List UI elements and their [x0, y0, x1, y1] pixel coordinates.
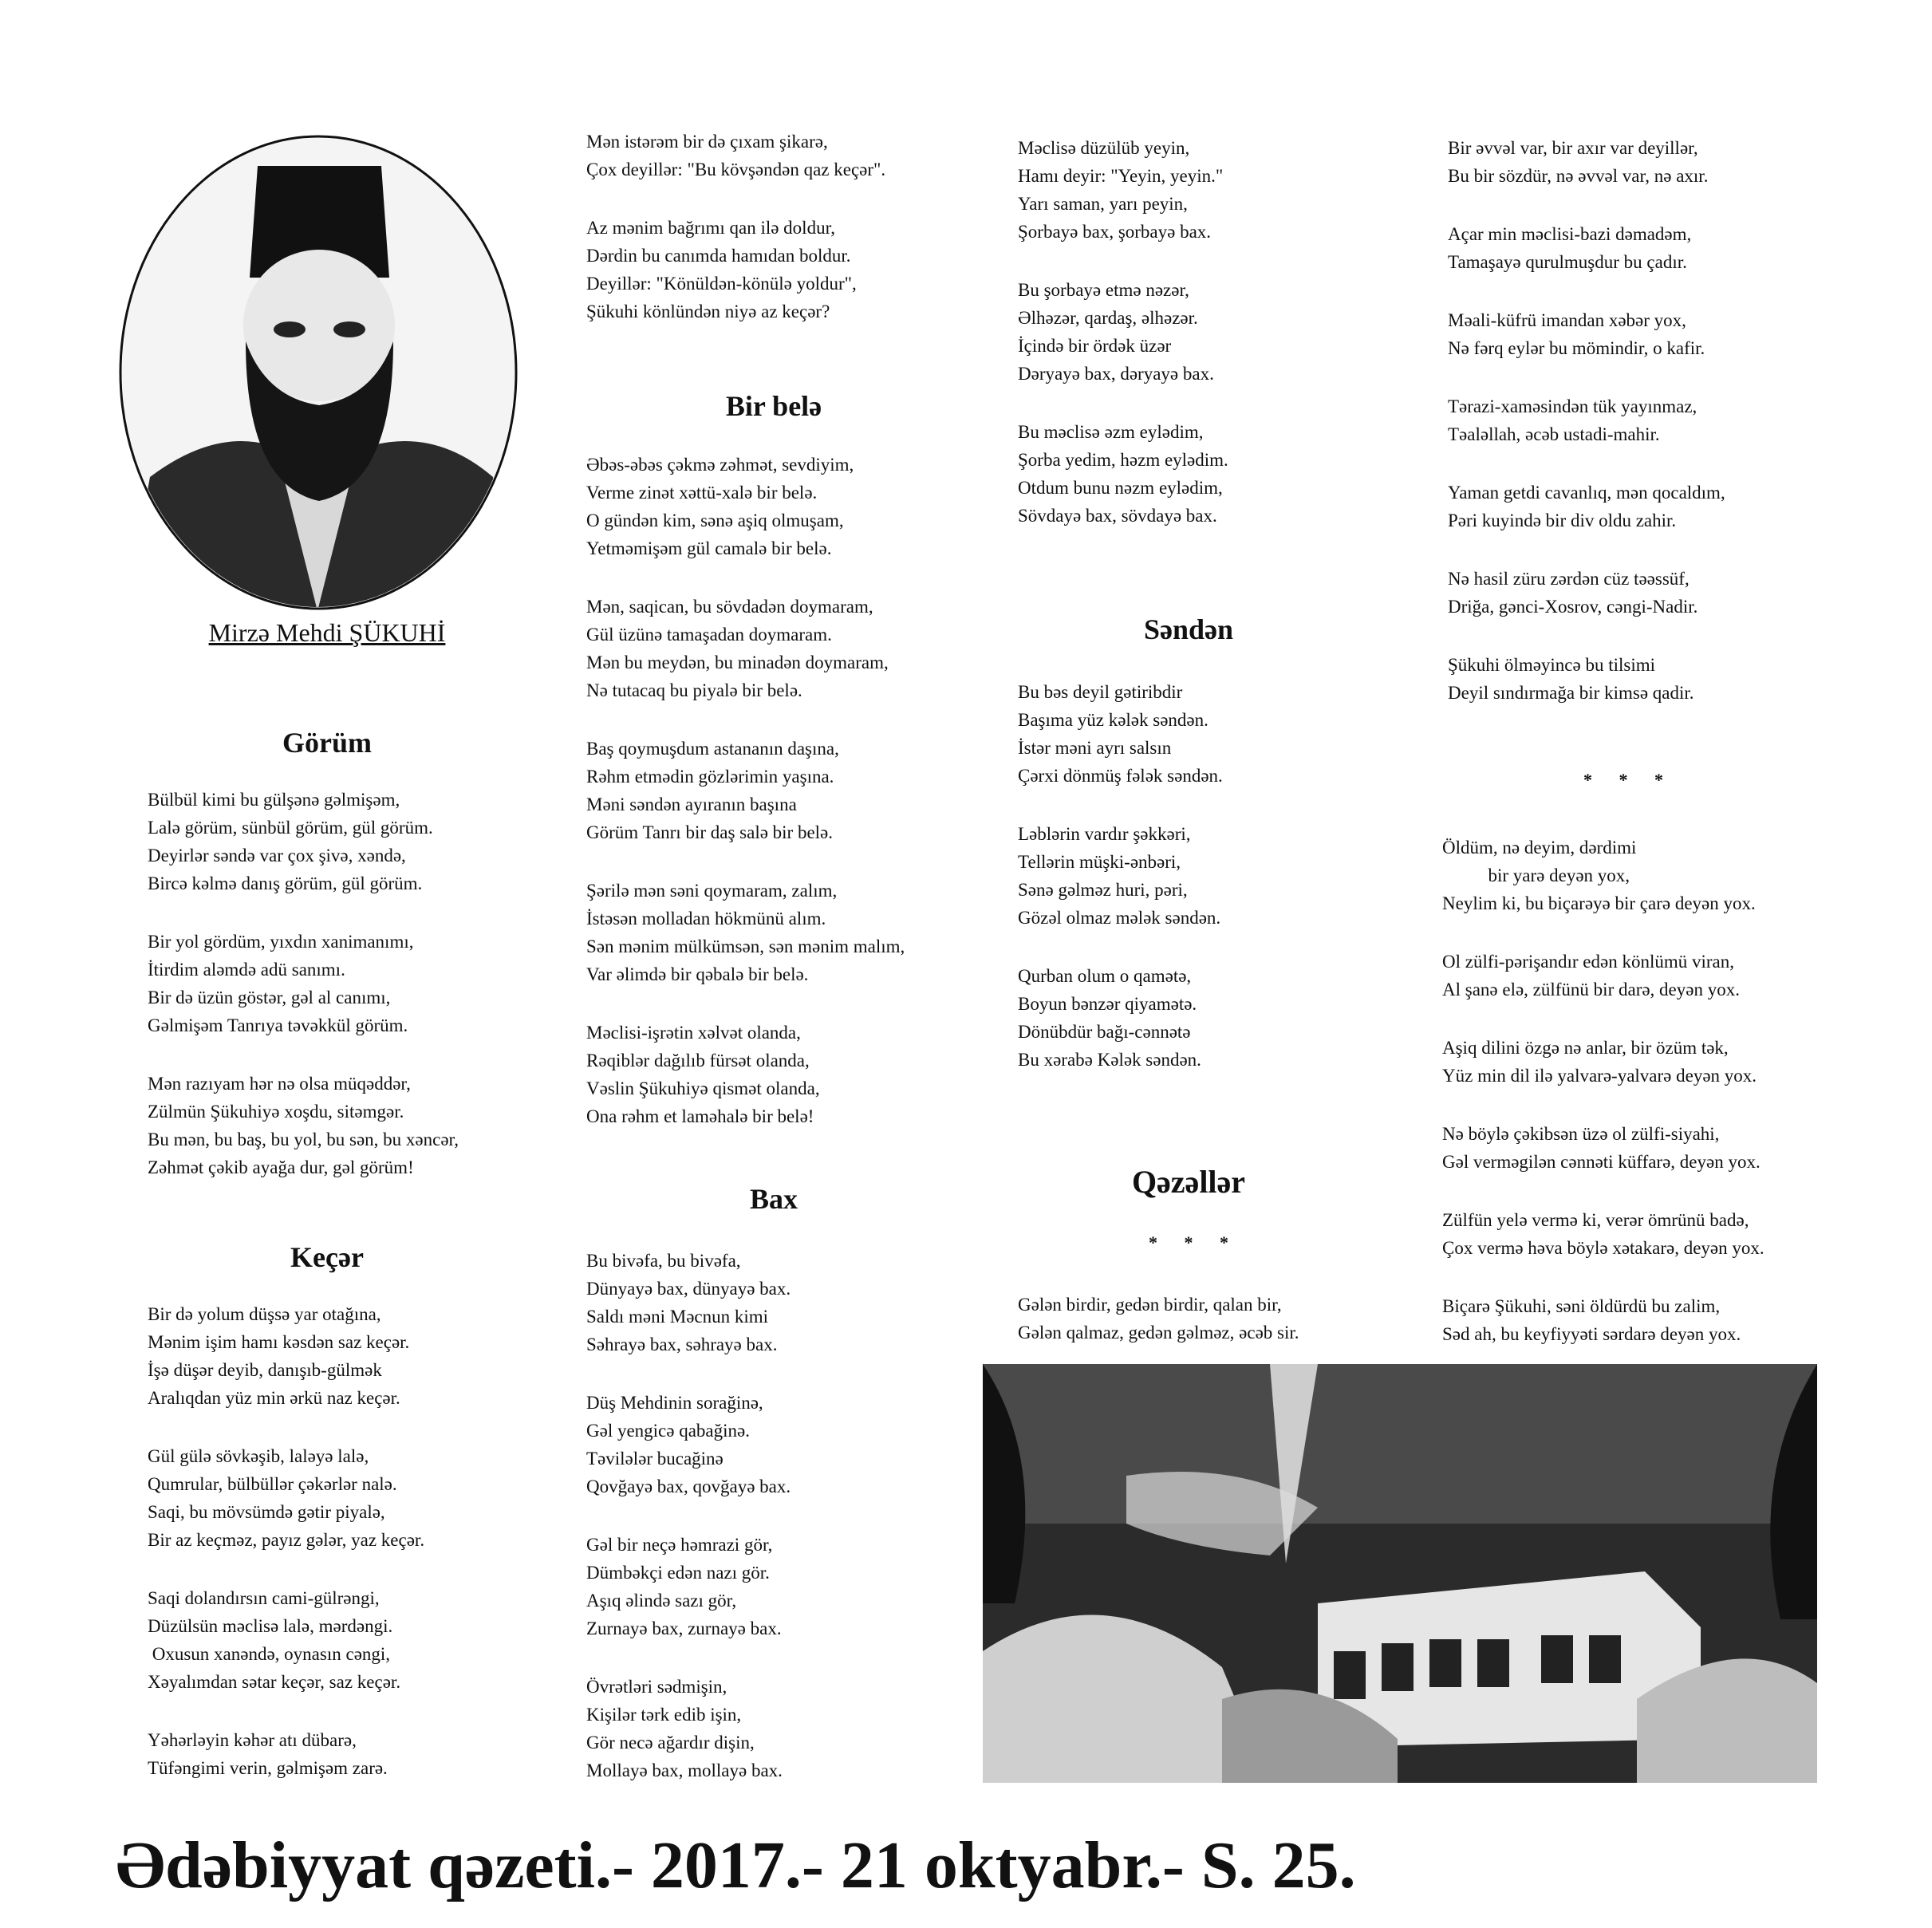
verse-line: İçində bir ördək üzər — [1018, 336, 1172, 356]
stanza — [148, 1584, 400, 1696]
stanza — [586, 214, 857, 325]
stars-separator-2: * * * — [1583, 770, 1674, 790]
verse-line: Qumrular, bülbüllər çəkərlər nalə. — [148, 1474, 397, 1494]
poem-title-senden: Səndən — [1143, 613, 1234, 645]
verse-line: Nə böylə çəkibsən üzə ol zülfi-siyahi, — [1442, 1124, 1720, 1144]
stanza — [1018, 276, 1214, 388]
verse-line: Nə hasil züru zərdən cüz təəssüf, — [1448, 569, 1690, 589]
verse-line: Gəlmişəm Tanrıya təvəkkül görüm. — [148, 1015, 408, 1035]
stanza — [1442, 1206, 1764, 1262]
verse-line: Bir yol gördüm, yıxdın xanimanımı, — [148, 932, 414, 952]
verse-line: Gözəl olmaz mələk səndən. — [1018, 908, 1221, 928]
stars-separator: * * * — [1149, 1232, 1240, 1252]
stanza — [586, 1247, 791, 1358]
verse-line: Yüz min dil ilə yalvarə-yalvarə deyən yox. — [1442, 1066, 1757, 1086]
verse-line: Tüfəngimi verin, gəlmişəm zarə. — [148, 1758, 388, 1778]
verse-line: Mən, saqican, bu sövdadən doymaram, — [586, 597, 873, 617]
stanza — [586, 1531, 782, 1642]
verse-line: Qurban olum o qamətə, — [1018, 966, 1192, 986]
verse-line: Tərazi-xaməsindən tük yayınmaz, — [1448, 396, 1697, 416]
stanza — [148, 1726, 388, 1782]
stanza — [1442, 948, 1740, 1003]
stanza — [586, 128, 885, 183]
verse-line: Neylim ki, bu biçarəyə bir çarə deyən yox. — [1442, 893, 1756, 913]
verse-line: Gələn birdir, gedən birdir, qalan bir, — [1018, 1295, 1282, 1315]
source-citation: Ədəbiyyat qəzeti.- 2017.- 21 oktyabr.- S. 25. — [116, 1828, 1356, 1902]
verse-line: İstəsən molladan hökmünü alım. — [586, 909, 826, 929]
verse-line: Zurnayə bax, zurnayə bax. — [586, 1618, 782, 1638]
stanza — [148, 1300, 409, 1412]
verse-line: Biçarə Şükuhi, səni öldürdü bu zalim, — [1442, 1296, 1721, 1316]
verse-line: Ol zülfi-pərişandır edən könlümü viran, — [1442, 952, 1734, 972]
verse-line: Saqi, bu mövsümdə gətir piyalə, — [148, 1502, 385, 1522]
stanza — [148, 928, 413, 1039]
verse-line: Aralıqdan yüz min ərkü naz keçər. — [148, 1388, 400, 1408]
verse-line: Məni səndən ayıranın başına — [586, 794, 797, 814]
stanza — [1442, 834, 1756, 917]
verse-line: Yetməmişəm gül camalə bir belə. — [586, 538, 832, 558]
verse-line: Bülbül kimi bu gülşənə gəlmişəm, — [148, 790, 400, 810]
stanza — [586, 593, 889, 704]
verse-line: İşə düşər deyib, danışıb-gülmək — [148, 1360, 382, 1380]
verse-line: Otdum bunu nəzm eylədim, — [1018, 478, 1223, 498]
verse-line: Hamı deyir: "Yeyin, yeyin." — [1018, 166, 1224, 186]
verse-line: bir yarə deyən yox, — [1442, 865, 1630, 885]
verse-line: Zəhmət çəkib ayağa dur, gəl görüm! — [148, 1157, 414, 1177]
verse-line: Məclisə düzülüb yeyin, — [1018, 138, 1190, 158]
stanza — [586, 1389, 791, 1500]
stanza — [1448, 392, 1697, 448]
verse-line: Kişilər tərk edib işin, — [586, 1705, 742, 1725]
verse-line: Əbəs-əbəs çəkmə zəhmət, sevdiyim, — [586, 455, 854, 475]
stanza — [1448, 134, 1708, 190]
verse-line: Məali-küfrü imandan xəbər yox, — [1448, 310, 1686, 330]
verse-line: Səd ah, bu keyfiyyəti sərdarə deyən yox. — [1442, 1324, 1741, 1344]
verse-line: Yarı saman, yarı peyin, — [1018, 194, 1188, 214]
stanza — [1448, 565, 1697, 621]
stanza — [1442, 1292, 1741, 1348]
verse-line: Şorbayə bax, şorbayə bax. — [1018, 222, 1212, 242]
verse-line: Dünyayə bax, dünyayə bax. — [586, 1279, 791, 1299]
verse-line: Gəl verməgilən cənnəti küffarə, deyən yox. — [1442, 1152, 1760, 1172]
stanza — [1018, 962, 1201, 1074]
verse-line: Şükuhi könlündən niyə az keçər? — [586, 302, 830, 321]
verse-line: Bir az keçməz, payız gələr, yaz keçər. — [148, 1530, 425, 1550]
poem-title-bir-bele: Bir belə — [725, 390, 822, 422]
verse-line: Saqi dolandırsın cami-gülrəngi, — [148, 1588, 380, 1608]
verse-line: Bu bəs deyil gətiribdir — [1018, 682, 1183, 702]
stanza — [1448, 479, 1725, 534]
verse-line: Mən istərəm bir də çıxam şikarə, — [586, 132, 828, 152]
verse-line: İstər məni ayrı salsın — [1018, 738, 1172, 758]
verse-line: Az mənim bağrımı qan ilə doldur, — [586, 218, 836, 238]
stanza — [1018, 820, 1220, 932]
author-portrait — [118, 134, 518, 611]
verse-line: Ona rəhm et laməhalə bir belə! — [586, 1106, 814, 1126]
verse-line: Rəqiblər dağılıb fürsət olanda, — [586, 1051, 810, 1070]
verse-line: Gül üzünə tamaşadan doymaram. — [586, 625, 832, 645]
verse-line: Saldı məni Məcnun kimi — [586, 1307, 769, 1327]
verse-line: Tamaşayə qurulmuşdur bu çadır. — [1448, 252, 1687, 272]
stanza — [1442, 1120, 1760, 1176]
stanza — [1448, 651, 1694, 707]
poem-title-gorum: Görüm — [282, 727, 372, 759]
verse-line: Bu bir sözdür, nə əvvəl var, nə axır. — [1448, 166, 1709, 186]
stanza — [148, 786, 433, 897]
verse-line: Bir əvvəl var, bir axır var deyillər, — [1448, 138, 1698, 158]
verse-line: Nə fərq eylər bu mömindir, o kafir. — [1448, 338, 1705, 358]
stanza — [586, 1019, 820, 1130]
verse-line: Dümbəkçi edən nazı gör. — [586, 1563, 770, 1583]
verse-line: Boyun bənzər qiyamətə. — [1018, 994, 1197, 1014]
verse-line: Başıma yüz kələk səndən. — [1018, 710, 1208, 730]
stanza — [586, 451, 854, 562]
stanza — [1018, 418, 1228, 530]
verse-line: Çox vermə həva böylə xətakarə, deyən yox. — [1442, 1238, 1764, 1258]
verse-line: Gör necə ağardır dişin, — [586, 1733, 755, 1753]
stanza — [1018, 134, 1223, 246]
verse-line: Bu şorbayə etmə nəzər, — [1018, 280, 1189, 300]
verse-line: Verme zinət xəttü-xalə bir belə. — [586, 483, 818, 503]
verse-line: Deyil sındırmağa bir kimsə qadir. — [1448, 683, 1694, 703]
verse-line: Övrətləri sədmişin, — [586, 1677, 727, 1697]
stanza — [586, 877, 905, 988]
verse-line: Çox deyillər: "Bu kövşəndən qaz keçər". — [586, 160, 886, 179]
verse-line: Təaləllah, əcəb ustadi-mahir. — [1448, 424, 1660, 444]
verse-line: Dərdin bu canımda hamıdan boldur. — [586, 246, 851, 266]
verse-line: Vəslin Şükuhiyə qismət olanda, — [586, 1078, 820, 1098]
verse-line: Gəl bir neçə həmrazi gör, — [586, 1535, 773, 1555]
verse-line: Zülfün yelə vermə ki, verər ömrünü badə, — [1442, 1210, 1749, 1230]
verse-line: Gəl yengicə qabağinə. — [586, 1421, 750, 1441]
verse-line: Məclisi-işrətin xəlvət olanda, — [586, 1023, 801, 1043]
verse-line: Dönübdür bağı-cənnətə — [1018, 1022, 1191, 1042]
verse-line: Aşiq dilini özgə nə anlar, bir özüm tək, — [1442, 1038, 1729, 1058]
stanza — [586, 735, 839, 846]
verse-line: Dəryayə bax, dəryayə bax. — [1018, 364, 1214, 384]
verse-line: Qovğayə bax, qovğayə bax. — [586, 1477, 791, 1496]
verse-line: İtirdim aləmdə adü sanımı. — [148, 960, 345, 980]
verse-line: Zülmün Şükuhiyə xoşdu, sitəmgər. — [148, 1102, 404, 1122]
author-name: Mirzə Mehdi ŞÜKUHİ — [208, 618, 446, 647]
verse-line: Pəri kuyində bir div oldu zahir. — [1448, 511, 1677, 530]
verse-line: Yaman getdi cavanlıq, mən qocaldım, — [1448, 483, 1725, 503]
verse-line: Çərxi dönmüş fələk səndən. — [1018, 766, 1223, 786]
verse-line: Mən bu meydən, bu minadən doymaram, — [586, 653, 889, 672]
stanza — [1442, 1034, 1757, 1090]
verse-line: Şərilə mən səni qoymaram, zalım, — [586, 881, 838, 901]
verse-line: Şükuhi ölməyincə bu tilsimi — [1448, 655, 1656, 675]
verse-line: Xəyalımdan sətar keçər, saz keçər. — [148, 1672, 401, 1692]
poem-title-qezeller: Qəzəllər — [1131, 1164, 1246, 1200]
verse-line: Al şanə elə, zülfünü bir darə, deyən yox. — [1442, 980, 1740, 999]
verse-line: Tellərin müşki-ənbəri, — [1018, 852, 1181, 872]
verse-line: Sövdayə bax, sövdayə bax. — [1018, 506, 1217, 526]
verse-line: Baş qoymuşdum astananın daşına, — [586, 739, 839, 759]
verse-line: Təvilələr bucağinə — [586, 1449, 724, 1469]
verse-line: Gül gülə sövkəşib, laləyə lalə, — [148, 1446, 369, 1466]
stanza — [1018, 1291, 1299, 1346]
verse-line: Bir də yolum düşsə yar otağına, — [148, 1304, 381, 1324]
verse-line: Görüm Tanrı bir daş salə bir belə. — [586, 822, 834, 842]
verse-line: Mən razıyam hər nə olsa müqəddər, — [148, 1074, 411, 1094]
verse-line: Öldüm, nə deyim, dərdimi — [1442, 838, 1637, 858]
verse-line: Düzülsün məclisə lalə, mərdəngi. — [148, 1616, 393, 1636]
mausoleum-photo — [983, 1364, 1817, 1783]
verse-line: Aşıq əlində sazı gör, — [586, 1591, 737, 1611]
verse-line: Ləblərin vardır şəkkəri, — [1018, 824, 1191, 844]
poem-title-bax: Bax — [749, 1183, 798, 1215]
stanza — [1448, 306, 1705, 362]
verse-line: Bu mən, bu baş, bu yol, bu sən, bu xəncər, — [148, 1130, 459, 1149]
verse-line: Deyillər: "Könüldən-könülə yoldur", — [586, 274, 857, 294]
stanza — [1018, 678, 1223, 790]
verse-line: Rəhm etmədin gözlərimin yaşına. — [586, 767, 834, 787]
verse-line: Bir də üzün göstər, gəl al canımı, — [148, 988, 391, 1007]
stanza — [148, 1442, 424, 1554]
verse-line: Yəhərləyin kəhər atı dübarə, — [148, 1730, 357, 1750]
verse-line: Şorba yedim, həzm eylədim. — [1018, 450, 1228, 470]
verse-line: Bircə kəlmə danış görüm, gül görüm. — [148, 873, 423, 893]
verse-line: Bu xərabə Kələk səndən. — [1018, 1050, 1201, 1070]
stanza — [148, 1070, 459, 1181]
verse-line: Düş Mehdinin sorağinə, — [586, 1393, 763, 1413]
verse-line: Mollayə bax, mollayə bax. — [586, 1760, 783, 1780]
verse-line: Əlhəzər, qardaş, əlhəzər. — [1018, 308, 1198, 328]
stanza — [1448, 220, 1691, 276]
verse-line: Sən mənim mülkümsən, sən mənim malım, — [586, 936, 905, 956]
poem-title-kecer: Keçər — [290, 1241, 364, 1273]
verse-line: Oxusun xanəndə, oynasın cəngi, — [148, 1644, 391, 1664]
verse-line: Açar min məclisi-bazi dəmadəm, — [1448, 224, 1692, 244]
verse-line: Mənim işim hamı kəsdən saz keçər. — [148, 1332, 410, 1352]
verse-line: O gündən kim, sənə aşiq olmuşam, — [586, 511, 844, 530]
verse-line: Gələn qalmaz, gedən gəlməz, əcəb sir. — [1018, 1323, 1299, 1343]
verse-line: Lalə görüm, sünbül görüm, gül görüm. — [148, 818, 433, 838]
verse-line: Deyirlər səndə var çox şivə, xəndə, — [148, 846, 406, 865]
verse-line: Driğa, gənci-Xosrov, cəngi-Nadir. — [1448, 597, 1698, 617]
verse-line: Bu məclisə əzm eylədim, — [1018, 422, 1204, 442]
verse-line: Sənə gəlməz huri, pəri, — [1018, 880, 1188, 900]
verse-line: Bu bivəfa, bu bivəfa, — [586, 1251, 741, 1271]
verse-line: Səhrayə bax, səhrayə bax. — [586, 1335, 778, 1354]
stanza — [586, 1673, 783, 1784]
verse-line: Nə tutacaq bu piyalə bir belə. — [586, 680, 802, 700]
verse-line: Var əlimdə bir qəbalə bir belə. — [586, 964, 809, 984]
